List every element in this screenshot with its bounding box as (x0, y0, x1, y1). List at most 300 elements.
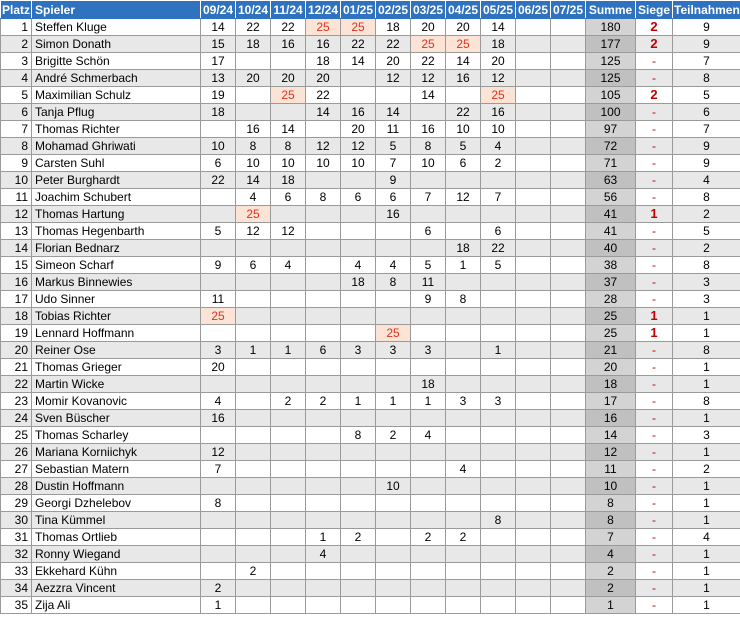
table-row (1, 461, 740, 478)
wins-cell: - (636, 495, 673, 512)
player-name-cell: Tanja Pflug (32, 104, 201, 121)
score-cell: 25 (306, 19, 341, 36)
table-row (1, 410, 740, 427)
score-cell (551, 189, 586, 206)
score-cell: 1 (446, 257, 481, 274)
score-cell (376, 495, 411, 512)
score-cell: 6 (411, 223, 446, 240)
score-cell: 20 (376, 53, 411, 70)
score-cell (516, 444, 551, 461)
player-name-cell: Maximilian Schulz (32, 87, 201, 104)
score-cell (516, 342, 551, 359)
score-cell: 25 (376, 325, 411, 342)
score-cell (341, 512, 376, 529)
player-name-cell: Sven Büscher (32, 410, 201, 427)
score-cell: 4 (446, 461, 481, 478)
score-cell: 18 (341, 274, 376, 291)
score-cell (271, 546, 306, 563)
score-cell (306, 444, 341, 461)
score-cell: 2 (411, 529, 446, 546)
sum-cell: 12 (586, 444, 636, 461)
score-cell: 16 (446, 70, 481, 87)
score-cell (516, 104, 551, 121)
score-cell (516, 257, 551, 274)
score-cell (516, 325, 551, 342)
score-cell: 7 (411, 189, 446, 206)
score-cell (306, 223, 341, 240)
score-cell (201, 512, 236, 529)
score-cell (411, 172, 446, 189)
participations-cell: 8 (673, 342, 740, 359)
score-cell (201, 376, 236, 393)
score-cell (341, 478, 376, 495)
wins-cell: - (636, 155, 673, 172)
wins-cell: - (636, 240, 673, 257)
score-cell: 20 (341, 121, 376, 138)
player-name-cell: Zija Ali (32, 597, 201, 614)
score-cell (236, 104, 271, 121)
score-cell: 6 (341, 189, 376, 206)
player-name-cell: Peter Burghardt (32, 172, 201, 189)
participations-cell: 1 (673, 359, 740, 376)
score-cell: 8 (446, 291, 481, 308)
participations-cell: 1 (673, 325, 740, 342)
score-cell (411, 512, 446, 529)
table-row (1, 257, 740, 274)
rank-cell: 1 (1, 19, 32, 36)
score-cell: 16 (341, 104, 376, 121)
score-cell (236, 546, 271, 563)
score-cell: 2 (306, 393, 341, 410)
score-cell (341, 325, 376, 342)
rank-cell: 4 (1, 70, 32, 87)
score-cell (446, 597, 481, 614)
score-cell: 25 (411, 36, 446, 53)
score-cell (516, 291, 551, 308)
score-cell: 2 (236, 563, 271, 580)
score-cell: 16 (411, 121, 446, 138)
participations-cell: 7 (673, 121, 740, 138)
score-cell (376, 291, 411, 308)
participations-cell: 9 (673, 155, 740, 172)
sum-cell: 97 (586, 121, 636, 138)
score-cell (516, 546, 551, 563)
score-cell (341, 410, 376, 427)
score-cell (516, 274, 551, 291)
score-cell: 22 (236, 19, 271, 36)
score-cell (236, 597, 271, 614)
participations-cell: 5 (673, 87, 740, 104)
score-cell (271, 563, 306, 580)
rank-cell: 10 (1, 172, 32, 189)
sum-cell: 14 (586, 427, 636, 444)
table-row (1, 274, 740, 291)
score-cell: 5 (201, 223, 236, 240)
player-name-cell: Ekkehard Kühn (32, 563, 201, 580)
column-header: 03/25 (411, 1, 446, 19)
score-cell: 14 (411, 87, 446, 104)
score-cell: 22 (376, 36, 411, 53)
table-row (1, 172, 740, 189)
sum-cell: 7 (586, 529, 636, 546)
score-cell: 6 (201, 155, 236, 172)
rank-cell: 20 (1, 342, 32, 359)
column-header: 10/24 (236, 1, 271, 19)
column-header: 07/25 (551, 1, 586, 19)
table-row (1, 206, 740, 223)
score-cell: 22 (306, 87, 341, 104)
score-cell (516, 87, 551, 104)
score-cell (551, 597, 586, 614)
score-cell (306, 376, 341, 393)
wins-cell: - (636, 376, 673, 393)
score-cell (271, 240, 306, 257)
score-cell (551, 529, 586, 546)
rank-cell: 35 (1, 597, 32, 614)
score-cell (236, 376, 271, 393)
rank-cell: 29 (1, 495, 32, 512)
score-cell: 10 (411, 155, 446, 172)
score-cell (236, 325, 271, 342)
score-cell (551, 376, 586, 393)
score-cell (236, 308, 271, 325)
score-cell (271, 444, 306, 461)
score-cell: 12 (376, 70, 411, 87)
wins-cell: - (636, 274, 673, 291)
participations-cell: 1 (673, 410, 740, 427)
score-cell: 8 (481, 512, 516, 529)
score-cell: 3 (341, 342, 376, 359)
score-cell (551, 104, 586, 121)
score-cell: 14 (341, 53, 376, 70)
player-name-cell: Aezzra Vincent (32, 580, 201, 597)
score-cell (551, 172, 586, 189)
rank-cell: 22 (1, 376, 32, 393)
score-cell (551, 461, 586, 478)
score-cell (201, 563, 236, 580)
score-cell: 8 (201, 495, 236, 512)
score-cell (411, 104, 446, 121)
score-cell: 6 (446, 155, 481, 172)
score-cell: 25 (271, 87, 306, 104)
player-name-cell: Thomas Scharley (32, 427, 201, 444)
score-cell (446, 172, 481, 189)
score-cell (551, 444, 586, 461)
sum-cell: 8 (586, 512, 636, 529)
wins-cell: 1 (636, 325, 673, 342)
score-cell (306, 597, 341, 614)
score-cell: 4 (341, 257, 376, 274)
player-name-cell: André Schmerbach (32, 70, 201, 87)
sum-cell: 41 (586, 223, 636, 240)
score-cell: 10 (201, 138, 236, 155)
score-cell: 7 (201, 461, 236, 478)
player-name-cell: Tina Kümmel (32, 512, 201, 529)
column-header: Summe (586, 1, 636, 19)
score-cell (376, 410, 411, 427)
score-cell (271, 376, 306, 393)
score-cell: 20 (446, 19, 481, 36)
rank-cell: 9 (1, 155, 32, 172)
score-cell (551, 563, 586, 580)
participations-cell: 9 (673, 19, 740, 36)
table-row (1, 495, 740, 512)
score-cell (446, 444, 481, 461)
score-cell: 20 (201, 359, 236, 376)
score-cell (481, 563, 516, 580)
table-row (1, 223, 740, 240)
score-cell: 20 (411, 19, 446, 36)
column-header: 12/24 (306, 1, 341, 19)
rank-cell: 6 (1, 104, 32, 121)
wins-cell: - (636, 223, 673, 240)
rank-cell: 12 (1, 206, 32, 223)
score-cell (341, 70, 376, 87)
participations-cell: 2 (673, 461, 740, 478)
score-cell (201, 427, 236, 444)
player-name-cell: Ronny Wiegand (32, 546, 201, 563)
score-cell: 3 (201, 342, 236, 359)
participations-cell: 1 (673, 376, 740, 393)
score-cell: 1 (271, 342, 306, 359)
score-cell: 3 (446, 393, 481, 410)
rank-cell: 23 (1, 393, 32, 410)
score-cell: 16 (481, 104, 516, 121)
score-cell (376, 580, 411, 597)
score-cell: 14 (236, 172, 271, 189)
participations-cell: 3 (673, 427, 740, 444)
table-row (1, 478, 740, 495)
score-cell (481, 444, 516, 461)
score-cell (516, 36, 551, 53)
rank-cell: 7 (1, 121, 32, 138)
score-cell (271, 495, 306, 512)
wins-cell: - (636, 563, 673, 580)
score-cell: 18 (271, 172, 306, 189)
sum-cell: 1 (586, 597, 636, 614)
score-cell (341, 308, 376, 325)
score-cell (201, 546, 236, 563)
score-cell (306, 240, 341, 257)
score-cell (341, 580, 376, 597)
score-cell (516, 563, 551, 580)
score-cell (271, 478, 306, 495)
score-cell (516, 70, 551, 87)
score-cell (411, 325, 446, 342)
score-cell (516, 427, 551, 444)
sum-cell: 11 (586, 461, 636, 478)
sum-cell: 38 (586, 257, 636, 274)
score-cell (446, 546, 481, 563)
score-cell: 15 (201, 36, 236, 53)
wins-cell: - (636, 53, 673, 70)
score-cell (411, 461, 446, 478)
score-cell (271, 410, 306, 427)
wins-cell: - (636, 172, 673, 189)
player-name-cell: Florian Bednarz (32, 240, 201, 257)
score-cell: 14 (481, 19, 516, 36)
participations-cell: 1 (673, 495, 740, 512)
table-row (1, 104, 740, 121)
score-cell (236, 274, 271, 291)
score-cell (236, 529, 271, 546)
wins-cell: - (636, 342, 673, 359)
score-cell: 12 (341, 138, 376, 155)
wins-cell: 1 (636, 206, 673, 223)
score-cell: 14 (306, 104, 341, 121)
table-row (1, 189, 740, 206)
score-cell: 4 (481, 138, 516, 155)
table-row (1, 155, 740, 172)
score-cell (516, 155, 551, 172)
score-cell: 25 (341, 19, 376, 36)
score-cell: 12 (236, 223, 271, 240)
score-cell (341, 444, 376, 461)
score-cell (376, 512, 411, 529)
rank-cell: 26 (1, 444, 32, 461)
score-cell: 4 (236, 189, 271, 206)
score-cell (341, 359, 376, 376)
score-cell (376, 223, 411, 240)
score-cell (446, 376, 481, 393)
score-cell (376, 240, 411, 257)
player-name-cell: Mariana Korniichyk (32, 444, 201, 461)
score-cell (411, 478, 446, 495)
score-cell: 5 (446, 138, 481, 155)
score-cell: 14 (376, 104, 411, 121)
score-cell (551, 495, 586, 512)
wins-cell: 2 (636, 36, 673, 53)
column-header: Siege (636, 1, 673, 19)
rank-cell: 18 (1, 308, 32, 325)
score-cell (551, 427, 586, 444)
score-cell: 19 (201, 87, 236, 104)
score-cell (271, 461, 306, 478)
score-cell (376, 444, 411, 461)
score-cell (306, 410, 341, 427)
score-cell (516, 495, 551, 512)
score-cell (376, 461, 411, 478)
score-cell: 13 (201, 70, 236, 87)
score-cell (376, 359, 411, 376)
wins-cell: - (636, 597, 673, 614)
score-cell: 22 (481, 240, 516, 257)
score-cell (481, 359, 516, 376)
score-cell (236, 359, 271, 376)
score-cell (446, 512, 481, 529)
score-cell (306, 359, 341, 376)
score-cell (201, 325, 236, 342)
score-cell (516, 240, 551, 257)
sum-cell: 37 (586, 274, 636, 291)
header-row (1, 1, 740, 19)
score-cell: 16 (236, 121, 271, 138)
score-cell (306, 291, 341, 308)
table-row (1, 529, 740, 546)
player-name-cell: Lennard Hoffmann (32, 325, 201, 342)
score-cell: 18 (446, 240, 481, 257)
sum-cell: 17 (586, 393, 636, 410)
participations-cell: 1 (673, 597, 740, 614)
wins-cell: - (636, 291, 673, 308)
table-row (1, 138, 740, 155)
column-header: Platz (2, 2, 31, 17)
score-cell (341, 206, 376, 223)
score-cell (481, 410, 516, 427)
wins-cell: - (636, 410, 673, 427)
participations-cell: 8 (673, 257, 740, 274)
score-cell: 11 (201, 291, 236, 308)
sum-cell: 125 (586, 70, 636, 87)
score-cell: 18 (411, 376, 446, 393)
wins-cell: - (636, 257, 673, 274)
table-row (1, 121, 740, 138)
score-cell (516, 512, 551, 529)
score-cell (411, 563, 446, 580)
rank-cell: 25 (1, 427, 32, 444)
score-cell: 6 (306, 342, 341, 359)
score-cell (481, 461, 516, 478)
sum-cell: 56 (586, 189, 636, 206)
wins-cell: - (636, 121, 673, 138)
score-cell: 11 (376, 121, 411, 138)
rank-cell: 19 (1, 325, 32, 342)
table-row (1, 546, 740, 563)
table-row (1, 580, 740, 597)
sum-cell: 8 (586, 495, 636, 512)
score-cell (481, 274, 516, 291)
sum-cell: 180 (586, 19, 636, 36)
score-cell (481, 308, 516, 325)
player-name-cell: Thomas Hartung (32, 206, 201, 223)
score-cell (271, 512, 306, 529)
rank-cell: 28 (1, 478, 32, 495)
score-cell: 14 (271, 121, 306, 138)
score-cell (411, 206, 446, 223)
score-cell: 10 (271, 155, 306, 172)
score-cell (201, 189, 236, 206)
score-cell: 16 (271, 36, 306, 53)
table-row (1, 291, 740, 308)
score-cell: 3 (411, 342, 446, 359)
score-cell (271, 104, 306, 121)
score-cell (306, 512, 341, 529)
participations-cell: 8 (673, 189, 740, 206)
player-name-cell: Simon Donath (32, 36, 201, 53)
score-cell (271, 427, 306, 444)
score-cell: 1 (341, 393, 376, 410)
score-cell (516, 308, 551, 325)
table-row (1, 342, 740, 359)
score-cell (341, 223, 376, 240)
score-cell: 7 (376, 155, 411, 172)
sum-cell: 25 (586, 325, 636, 342)
score-cell: 3 (481, 393, 516, 410)
score-cell (481, 546, 516, 563)
score-cell (236, 53, 271, 70)
score-cell (551, 325, 586, 342)
score-cell: 2 (446, 529, 481, 546)
score-cell (236, 580, 271, 597)
score-cell: 5 (376, 138, 411, 155)
score-cell (306, 427, 341, 444)
score-cell (271, 291, 306, 308)
table-row (1, 597, 740, 614)
score-cell: 4 (271, 257, 306, 274)
table-row (1, 563, 740, 580)
column-header: 04/25 (446, 1, 481, 19)
score-cell: 6 (236, 257, 271, 274)
